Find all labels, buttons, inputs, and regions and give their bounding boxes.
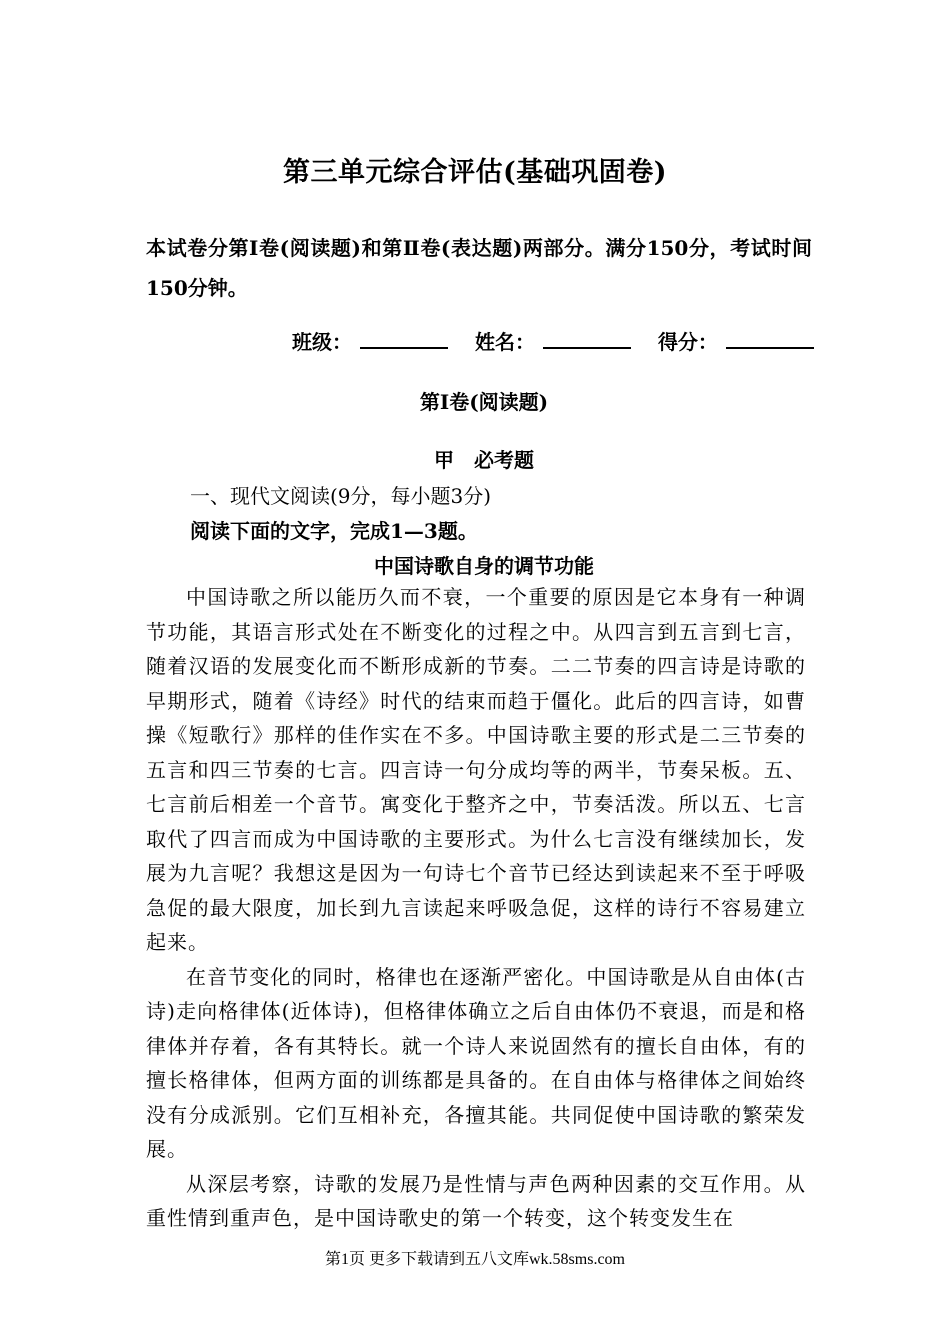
score-field bbox=[658, 326, 814, 355]
class-field bbox=[292, 326, 448, 355]
class-blank bbox=[360, 331, 448, 349]
article-paragraph: 在音节变化的同时，格律也在逐渐严密化。中国诗歌是从自由体(古诗)走向格律体(近体诗)，但格律体确立之后自由体仍不衰退，而是和格律体并存着，各有其特长。就一个诗人来说固然有的擅长自由体，有的擅长格律体，但两方面的训练都是具备的。在自由体与格律体之间始终没有分成派别。它们互相补充，各擅其能。共同促使中国诗歌的繁荣发展。 bbox=[146, 964, 806, 1161]
article-paragraph: 从深层考察，诗歌的发展乃是性情与声色两种因素的交互作用。从重性情到重声色，是中国诗歌史的第一个转变，这个转变发生在 bbox=[146, 1171, 806, 1230]
question-group-header: 一、现代文阅读(9分，每小题3分) bbox=[190, 484, 492, 508]
name-label: 姓名： bbox=[474, 330, 535, 354]
question-instruction: 阅读下面的文字，完成1—3题。 bbox=[190, 519, 478, 543]
class-label: 班级： bbox=[292, 330, 352, 354]
score-blank bbox=[726, 331, 814, 349]
name-blank bbox=[543, 331, 631, 349]
article-title: 中国诗歌自身的调节功能 bbox=[374, 554, 594, 578]
student-info-fields bbox=[292, 326, 814, 355]
volume-heading: 第Ⅰ卷(阅读题) bbox=[419, 390, 549, 414]
exam-intro: 本试卷分第Ⅰ卷(阅读题)和第Ⅱ卷(表达题)两部分。满分150分，考试时间150分钟。 bbox=[146, 236, 812, 300]
page-footer: 第1页 更多下载请到五八文库wk.58sms.com bbox=[324, 1251, 625, 1268]
section-heading: 甲 必考题 bbox=[434, 448, 534, 472]
score-label: 得分： bbox=[657, 330, 718, 354]
article-paragraph: 中国诗歌之所以能历久而不衰，一个重要的原因是它本身有一种调节功能，其语言形式处在不断变化的过程之中。从四言到五言到七言，随着汉语的发展变化而不断形成新的节奏。二二节奏的四言诗是诗歌的早期形式，随着《诗经》时代的结束而趋于僵化。此后的四言诗，如曹操《短歌行》那样的佳作实在不多。中国诗歌主要的形式是二三节奏的五言和四三节奏的七言。四言诗一句分成均等的两半，节奏呆板。五、七言前后相差一个音节。寓变化于整齐之中，节奏活泼。所以五、七言取代了四言而成为中国诗歌的主要形式。为什么七言没有继续加长，发展为九言呢？我想这是因为一句诗七个音节已经达到读起来不至于呼吸急促的最大限度，加长到九言读起来呼吸急促，这样的诗行不容易建立起来。 bbox=[146, 585, 806, 954]
page-title: 第三单元综合评估(基础巩固卷) bbox=[282, 157, 668, 188]
name-field bbox=[475, 326, 631, 355]
article-body bbox=[146, 580, 806, 1236]
